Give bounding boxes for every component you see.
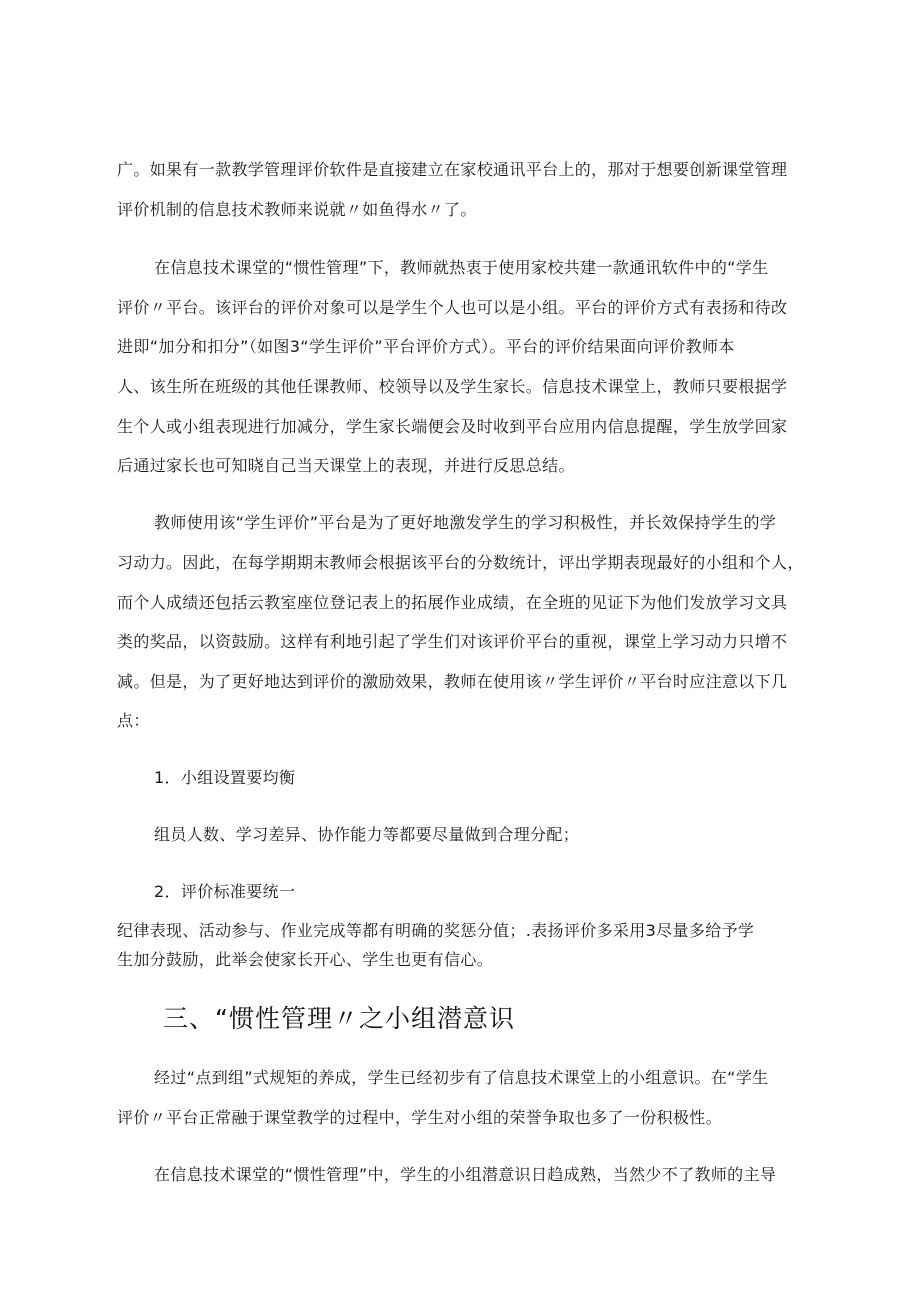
paragraph-3-line-2: 习动力。因此，在每学期期末教师会根据该平台的分数统计，评出学期表现最好的小组和个人， [117,553,804,572]
paragraph-2-line-1: 在信息技术课堂的“惯性管理”下，教师就热衷于使用家校共建一款通讯软件中的“学生 [154,258,769,277]
list-item-2-body-line-1: 纪律表现、活动参与、作业完成等都有明确的奖惩分值；.表扬评价多采用3尽量多给予学 [117,921,755,940]
paragraph-3-line-4: 类的奖品，以资鼓励。这样有利地引起了学生们对该评价平台的重视，课堂上学习动力只增不 [117,632,788,651]
list-item-1-body: 组员人数、学习差异、协作能力等都要尽量做到合理分配； [154,825,580,844]
paragraph-1-line-1: 广。如果有一款教学管理评价软件是直接建立在家校通讯平台上的，那对于想要创新课堂管理 [117,160,788,179]
list-item-2-title: 2．评价标准要统一 [154,882,296,901]
paragraph-3-line-5: 减。但是，为了更好地达到评价的激励效果，教师在使用该〃学生评价〃平台时应注意以下几 [117,672,788,691]
paragraph-2-line-3: 进即“加分和扣分”（如图3“学生评价”平台评价方式）。平台的评价结果面向评价教师本 [117,337,735,356]
paragraph-1-line-2: 评价机制的信息技术教师来说就〃如鱼得水〃了。 [117,200,477,219]
paragraph-3-line-6: 点： [117,711,150,730]
paragraph-3-line-3: 而个人成绩还包括云教室座位登记表上的拓展作业成绩，在全班的见证下为他们发放学习文具 [117,593,788,612]
paragraph-4-line-2: 评价〃平台正常融于课堂教学的过程中，学生对小组的荣誉争取也多了一份积极性。 [117,1108,722,1127]
paragraph-2-line-4: 人、该生所在班级的其他任课教师、校领导以及学生家长。信息技术课堂上，教师只要根据学 [117,377,788,396]
list-item-2-body-line-2: 生加分鼓励，此举会使家长开心、学生也更有信心。 [117,950,494,969]
paragraph-5-line-1: 在信息技术课堂的“惯性管理”中，学生的小组潜意识日趋成熟，当然少不了教师的主导 [154,1165,777,1184]
list-item-1-title: 1．小组设置要均衡 [154,768,296,787]
section-heading: 三、“惯性管理〃之小组潜意识 [163,1004,515,1033]
paragraph-2-line-5: 生个人或小组表现进行加减分，学生家长端便会及时收到平台应用内信息提醒，学生放学回家 [117,417,788,436]
paragraph-3-line-1: 教师使用该“学生评价”平台是为了更好地激发学生的学习积极性，并长效保持学生的学 [154,513,777,532]
paragraph-2-line-6: 后通过家长也可知晓自己当天课堂上的表现，并进行反思总结。 [117,456,575,475]
paragraph-4-line-1: 经过“点到组”式规矩的养成，学生已经初步有了信息技术课堂上的小组意识。在“学生 [154,1068,769,1087]
paragraph-2-line-2: 评价〃平台。该评台的评价对象可以是学生个人也可以是小组。平台的评价方式有表扬和待改 [117,298,788,317]
